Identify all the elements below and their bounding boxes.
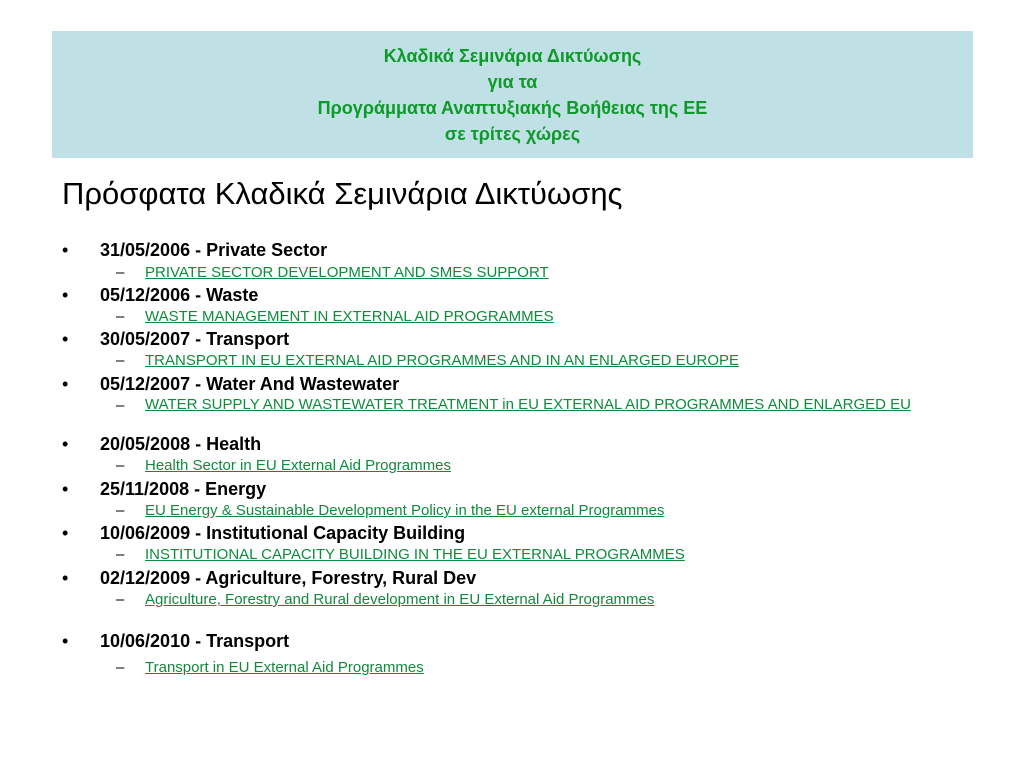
title-line-2: για τα <box>487 71 538 92</box>
title-banner <box>52 31 973 158</box>
seminar-link[interactable]: EU Energy & Sustainable Development Policy in the EU external Programmes <box>145 502 665 519</box>
dash-icon: – <box>116 308 125 325</box>
seminar-link[interactable]: PRIVATE SECTOR DEVELOPMENT AND SMES SUPPORT <box>145 264 549 281</box>
bullet-icon: • <box>62 568 69 588</box>
seminar-title: 05/12/2007 - Water And Wastewater <box>100 374 400 394</box>
dash-icon: – <box>116 397 125 414</box>
seminar-title: 10/06/2010 - Transport <box>100 631 290 651</box>
seminar-title: 31/05/2006 - Private Sector <box>100 240 328 260</box>
seminar-title: 02/12/2009 - Agriculture, Forestry, Rural Dev <box>100 568 477 588</box>
seminar-title: 10/06/2009 - Institutional Capacity Building <box>100 523 466 543</box>
seminar-link[interactable]: WATER SUPPLY AND WASTEWATER TREATMENT in EU EXTERNAL AID PROGRAMMES AND ENLARGED EU <box>145 396 911 413</box>
bullet-icon: • <box>62 631 69 651</box>
bullet-icon: • <box>62 329 69 349</box>
seminar-title: 25/11/2008 - Energy <box>100 479 267 499</box>
title-line-3: Προγράμματα Αναπτυξιακής Βοήθειας της ΕΕ <box>317 97 708 118</box>
dash-icon: – <box>116 457 125 474</box>
seminar-title: 30/05/2007 - Transport <box>100 329 290 349</box>
seminar-link[interactable]: Health Sector in EU External Aid Programmes <box>145 457 451 474</box>
seminar-title: 20/05/2008 - Health <box>100 434 262 454</box>
seminar-link[interactable]: WASTE MANAGEMENT IN EXTERNAL AID PROGRAMMES <box>145 308 554 325</box>
dash-icon: – <box>116 264 125 281</box>
seminar-link[interactable]: Transport in EU External Aid Programmes <box>145 659 424 676</box>
title-line-4: σε τρίτες χώρες <box>444 123 581 144</box>
dash-icon: – <box>116 659 125 676</box>
page-heading: Πρόσφατα Κλαδικά Σεμινάρια Δικτύωσης <box>62 176 623 211</box>
seminar-link[interactable]: Agriculture, Forestry and Rural development in EU External Aid Programmes <box>145 591 655 608</box>
bullet-icon: • <box>62 434 69 454</box>
dash-icon: – <box>116 591 125 608</box>
dash-icon: – <box>116 546 125 563</box>
bullet-icon: • <box>62 523 69 543</box>
title-line-1: Κλαδικά Σεμινάρια Δικτύωσης <box>383 45 642 66</box>
bullet-icon: • <box>62 240 69 260</box>
bullet-icon: • <box>62 374 69 394</box>
dash-icon: – <box>116 502 125 519</box>
bullet-icon: • <box>62 285 69 305</box>
bullet-icon: • <box>62 479 69 499</box>
seminar-link[interactable]: INSTITUTIONAL CAPACITY BUILDING IN THE EU EXTERNAL PROGRAMMES <box>145 546 685 563</box>
seminar-link[interactable]: TRANSPORT IN EU EXTERNAL AID PROGRAMMES AND IN AN ENLARGED EUROPE <box>145 352 740 369</box>
seminar-title: 05/12/2006 - Waste <box>100 285 259 305</box>
dash-icon: – <box>116 352 125 369</box>
